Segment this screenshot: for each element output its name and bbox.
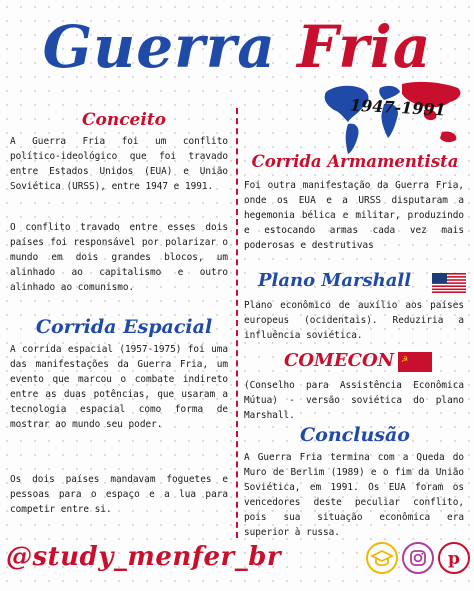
soviet-flag-icon (398, 352, 432, 372)
title-word-fria: Fria (297, 13, 432, 81)
page-title (0, 12, 474, 82)
plano-marshall-paragraph: Plano econômico de auxílio aos países europeus (ocidentais). Reduziria a influência soviética. (244, 300, 464, 341)
conclusao-paragraph: A Guerra Fria termina com a Queda do Muro de Berlim (1989) e o fim da União Soviética, em 1991. Os EUA foram os vencedores deste peculiar conflito, pois sua situação econômica era superior à russa. (244, 452, 464, 538)
world-map-icon (318, 78, 468, 158)
author-handle: @study_menfer_br (6, 542, 282, 572)
heading-corrida-armamentista: Corrida Armamentista (251, 152, 459, 171)
instagram-icon[interactable] (402, 542, 434, 574)
svg-text:p: p (448, 549, 460, 569)
corrida-espacial-paragraph-1: A corrida espacial (1957-1975) foi uma das manifestações da Guerra Fria, um evento que marcou o combate indireto entre as duas potências, que usaram a tecnologia espacial como forma de mostrar ao mundo seu poder. (10, 344, 228, 430)
svg-text:☭: ☭ (401, 355, 409, 364)
heading-conceito: Conceito (81, 110, 167, 130)
heading-comecon: COMECON (284, 350, 395, 371)
comecon-paragraph: (Conselho para Assistência Econômica Mútua) - versão soviética do plano Marshall. (244, 380, 464, 421)
corrida-armamentista-paragraph: Foi outra manifestação da Guerra Fria, onde os EUA e a URSS disputaram a hegemonia bélica e militar, produzindo e estocando armas cada vez mais poderosas e destrutivas (244, 180, 464, 251)
years-label: 1947-1991 (349, 95, 447, 120)
conceito-paragraph-1: A Guerra Fria foi um conflito político-ideológico que foi travado entre Estados Unidos (EUA) e União Soviética (URSS), entre 1947 e 1991. (10, 136, 228, 192)
corrida-espacial-paragraph-2: Os dois países mandavam foguetes e pessoas para o espaço e a lua para competir entre si. (10, 474, 228, 515)
heading-plano-marshall: Plano Marshall (258, 270, 412, 291)
us-flag-icon (432, 273, 466, 293)
graduation-cap-icon[interactable] (366, 542, 398, 574)
heading-conclusao: Conclusão (300, 424, 410, 446)
title-word-guerra: Guerra (42, 13, 276, 81)
column-divider (236, 108, 238, 538)
pinterest-icon[interactable] (438, 542, 470, 574)
heading-corrida-espacial: Corrida Espacial (35, 316, 213, 338)
conceito-paragraph-2: O conflito travado entre esses dois países foi responsável por polarizar o mundo em dois grandes blocos, um alinhado ao capitalismo e outro alinhado ao comunismo. (10, 222, 228, 293)
